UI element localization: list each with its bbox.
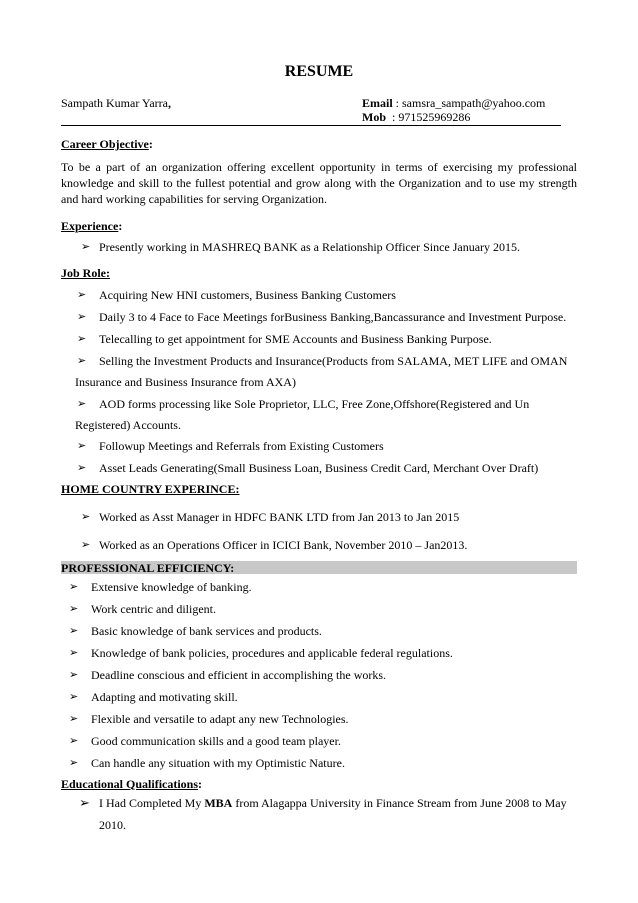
- experience-heading-text: Experience: [61, 219, 119, 233]
- list-item: Knowledge of bank policies, procedures and applicable federal regulations.: [91, 646, 453, 660]
- arrow-bullet-icon: ➢: [69, 669, 79, 681]
- education-heading: [61, 777, 202, 791]
- arrow-bullet-icon: ➢: [81, 241, 91, 253]
- education-text-post: from Alagappa University in Finance Stream from June 2008 to May: [232, 796, 567, 810]
- list-item-continuation: Insurance and Business Insurance from AXA): [75, 375, 296, 389]
- home-country-heading: [61, 482, 239, 496]
- list-item: Good communication skills and a good team player.: [91, 734, 341, 748]
- list-item: Worked as Asst Manager in HDFC BANK LTD from Jan 2013 to Jan 2015: [99, 510, 460, 524]
- list-item: Extensive knowledge of banking.: [91, 580, 252, 594]
- resume-title: RESUME: [284, 63, 354, 80]
- list-item: Asset Leads Generating(Small Business Loan, Business Credit Card, Merchant Over Draft): [99, 461, 539, 475]
- email-line: [362, 96, 545, 110]
- header-divider: [61, 125, 561, 126]
- arrow-bullet-icon: ➢: [81, 539, 91, 551]
- home-country-heading-text: HOME COUNTRY EXPERINCE:: [61, 482, 240, 496]
- arrow-bullet-icon: ➢: [79, 795, 90, 810]
- mobile-value: : 971525969286: [392, 110, 471, 124]
- list-item: Work centric and diligent.: [91, 602, 216, 616]
- job-role-heading-text: Job Role:: [61, 266, 110, 280]
- list-item-continuation: Registered) Accounts.: [75, 418, 181, 432]
- career-objective-text: To be a part of an organization offering excellent opportunity in terms of exercising my professional knowledge and skill to the fullest potential and grow along with the Organization and to use my strength and hard working capabilities for serving Organization.: [61, 160, 577, 206]
- experience-heading: [61, 219, 122, 233]
- education-heading-text: Educational Qualifications: [61, 777, 199, 791]
- career-objective-heading: [61, 137, 153, 151]
- list-item: Acquiring New HNI customers, Business Banking Customers: [99, 288, 396, 302]
- career-objective-heading-text: Career Objective: [61, 137, 149, 151]
- mobile-label: Mob: [362, 110, 386, 124]
- list-item: Telecalling to get appointment for SME Accounts and Business Banking Purpose.: [99, 332, 492, 346]
- arrow-bullet-icon: ➢: [77, 333, 87, 345]
- list-item: Adapting and motivating skill.: [91, 690, 238, 704]
- list-item: Daily 3 to 4 Face to Face Meetings forBusiness Banking,Bancassurance and Investment Purpose.: [99, 310, 567, 324]
- job-role-heading: [61, 266, 110, 280]
- name-comma: ,: [167, 96, 171, 110]
- arrow-bullet-icon: ➢: [69, 735, 79, 747]
- list-item: Selling the Investment Products and Insurance(Products from SALAMA, MET LIFE and OMAN: [99, 354, 568, 368]
- list-item: Worked as an Operations Officer in ICICI Bank, November 2010 – Jan2013.: [99, 538, 468, 552]
- arrow-bullet-icon: ➢: [69, 647, 79, 659]
- arrow-bullet-icon: ➢: [69, 691, 79, 703]
- mobile-line: [362, 110, 470, 124]
- email-label: Email: [362, 96, 393, 110]
- arrow-bullet-icon: ➢: [77, 311, 87, 323]
- list-item: Presently working in MASHREQ BANK as a Relationship Officer Since January 2015.: [99, 240, 521, 254]
- arrow-bullet-icon: ➢: [69, 581, 79, 593]
- education-text-pre: I Had Completed My: [99, 796, 205, 810]
- degree-name: MBA: [204, 796, 233, 810]
- arrow-bullet-icon: ➢: [69, 603, 79, 615]
- list-item: [99, 796, 567, 810]
- list-item: Can handle any situation with my Optimistic Nature.: [91, 756, 345, 770]
- career-objective-colon: :: [148, 137, 153, 151]
- arrow-bullet-icon: ➢: [77, 440, 87, 452]
- list-item: Flexible and versatile to adapt any new Technologies.: [91, 712, 349, 726]
- candidate-name-line: [61, 96, 171, 110]
- list-item: AOD forms processing like Sole Proprietor, LLC, Free Zone,Offshore(Registered and Un: [99, 397, 530, 411]
- arrow-bullet-icon: ➢: [77, 289, 87, 301]
- arrow-bullet-icon: ➢: [77, 398, 87, 410]
- email-value: : samsra_sampath@yahoo.com: [395, 96, 546, 110]
- arrow-bullet-icon: ➢: [77, 355, 87, 367]
- arrow-bullet-icon: ➢: [81, 511, 91, 523]
- experience-colon: :: [118, 219, 123, 233]
- arrow-bullet-icon: ➢: [77, 462, 87, 474]
- arrow-bullet-icon: ➢: [69, 625, 79, 637]
- efficiency-heading-text: PROFESSIONAL EFFICIENCY:: [61, 561, 235, 575]
- list-item: Followup Meetings and Referrals from Existing Customers: [99, 439, 384, 453]
- arrow-bullet-icon: ➢: [69, 757, 79, 769]
- candidate-name: Sampath Kumar Yarra: [61, 96, 168, 110]
- list-item: Basic knowledge of bank services and products.: [91, 624, 322, 638]
- list-item-continuation: 2010.: [99, 818, 126, 832]
- arrow-bullet-icon: ➢: [69, 713, 79, 725]
- education-colon: :: [198, 777, 203, 791]
- list-item: Deadline conscious and efficient in accomplishing the works.: [91, 668, 387, 682]
- efficiency-heading: [61, 561, 234, 575]
